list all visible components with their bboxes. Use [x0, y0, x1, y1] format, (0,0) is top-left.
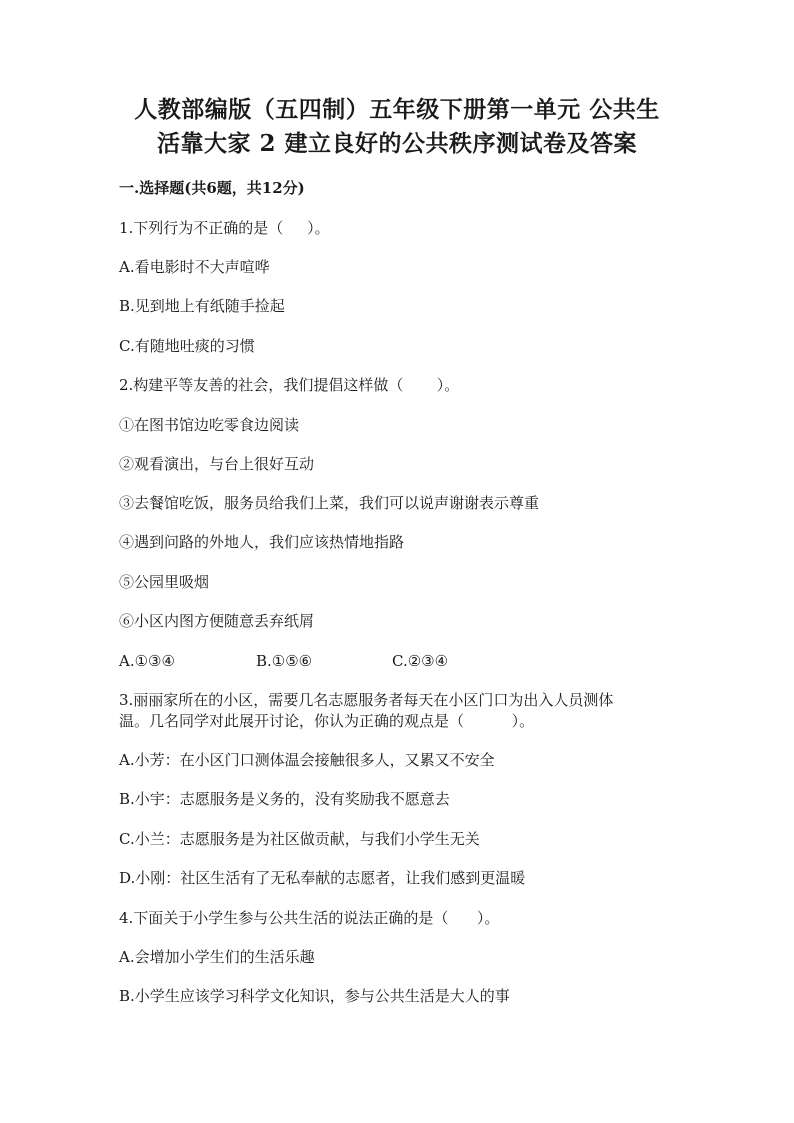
q2-option-c: C.②③④	[392, 652, 449, 670]
q2-item-1: ①在图书馆边吃零食边阅读	[119, 416, 300, 434]
q2-option-b: B.①⑤⑥	[256, 652, 313, 670]
q2-item-4: ④遇到问路的外地人，我们应该热情地指路	[119, 533, 405, 551]
q3-option-a: A.小芳：在小区门口测体温会接触很多人，又累又不安全	[119, 751, 495, 769]
q2-stem: 2.构建平等友善的社会，我们提倡这样做（ ）。	[119, 376, 460, 394]
q3-option-c: C.小兰：志愿服务是为社区做贡献，与我们小学生无关	[119, 830, 480, 848]
q4-stem: 4.下面关于小学生参与公共生活的说法正确的是（ ）。	[119, 909, 500, 927]
title-line-1: 人教部编版（五四制）五年级下册第一单元 公共生	[134, 96, 660, 123]
q2-item-6: ⑥小区内图方便随意丢弃纸屑	[119, 612, 315, 630]
q4-option-b: B.小学生应该学习科学文化知识，参与公共生活是大人的事	[119, 987, 510, 1005]
q3-option-d: D.小刚：社区生活有了无私奉献的志愿者，让我们感到更温暖	[119, 869, 526, 887]
q1-option-c: C.有随地吐痰的习惯	[119, 337, 255, 355]
q1-option-b: B.见到地上有纸随手捡起	[119, 297, 285, 315]
q1-stem: 1.下列行为不正确的是（ ）。	[119, 219, 330, 237]
q4-option-a: A.会增加小学生们的生活乐趣	[119, 948, 315, 966]
q2-item-5: ⑤公园里吸烟	[119, 573, 210, 591]
q2-option-a: A.①③④	[119, 652, 175, 670]
q2-item-2: ②观看演出，与台上很好互动	[119, 455, 315, 473]
q1-option-a: A.看电影时不大声喧哗	[119, 258, 270, 276]
title-line-2: 活靠大家 2 建立良好的公共秩序测试卷及答案	[156, 130, 638, 157]
q2-item-3: ③去餐馆吃饭，服务员给我们上菜，我们可以说声谢谢表示尊重	[119, 494, 540, 512]
q3-option-b: B.小宇：志愿服务是义务的，没有奖励我不愿意去	[119, 790, 450, 808]
q3-stem-line-2: 温。几名同学对此展开讨论，你认为正确的观点是（ ）。	[119, 712, 535, 730]
section-heading: 一.选择题(共6题，共12分)	[119, 179, 305, 197]
q3-stem-line-1: 3.丽丽家所在的小区，需要几名志愿服务者每天在小区门口为出入人员测体	[119, 691, 614, 709]
